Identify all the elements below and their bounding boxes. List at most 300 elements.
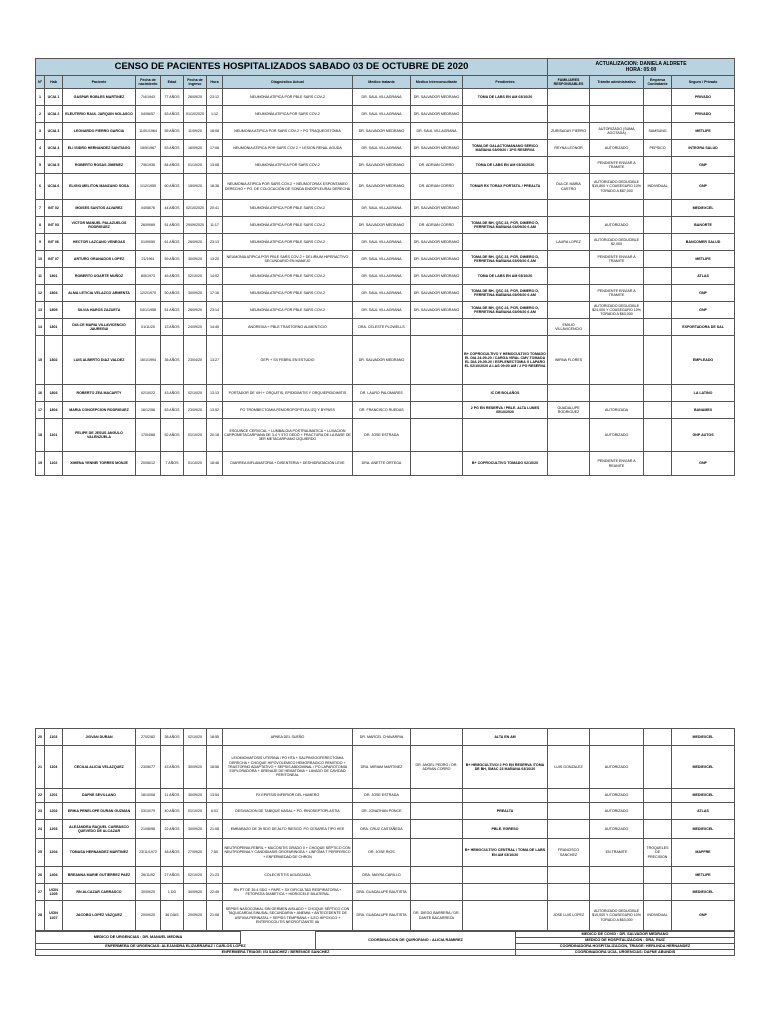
table-cell: 04/08/76: [136, 200, 161, 217]
table-cell: 3: [36, 123, 45, 140]
table-cell: SILVIA HAROS ZAZUETA: [63, 302, 136, 319]
table-cell: DR. JOSE ESTRADA: [353, 419, 411, 452]
table-cell: 17:08: [207, 140, 223, 157]
table-row: [36, 452, 735, 476]
table-cell: 84 AÑOS: [161, 157, 184, 174]
table-cell: 38 AÑOS: [161, 729, 184, 746]
table-cell: [590, 867, 644, 884]
table-cell: 60 AÑOS: [161, 174, 184, 200]
table-cell: IC DR BOLAÑOS: [463, 385, 548, 402]
table-cell: 23: [36, 803, 45, 820]
table-cell: [463, 123, 548, 140]
table-cell: 30/09/20: [184, 884, 207, 901]
table-cell: [590, 319, 644, 336]
table-cell: DRA. ANETTE ORTEGA: [353, 452, 411, 476]
census-table: [35, 58, 735, 476]
table-cell: 6:01: [207, 803, 223, 820]
table-cell: [463, 234, 548, 251]
table-cell: 30/09/20: [184, 746, 207, 789]
table-cell: 20:18: [207, 419, 223, 452]
table-cell: B+ HEMOCULTIVO CENTRAL / TOMA DE LABS EN AM 03/10/20: [463, 839, 548, 867]
table-cell: 30/09/20: [184, 789, 207, 803]
table-cell: TOMA DE GALACTOMANANO SERICO MAÑANA 03/09/20 / 1PG RESERVA: [463, 140, 548, 157]
table-cell: [590, 106, 644, 123]
table-cell: 01/09/59: [136, 234, 161, 251]
table-cell: 13:20: [207, 251, 223, 268]
table-cell: [411, 839, 463, 867]
table-cell: DAFNE SEVILLANO: [63, 789, 136, 803]
table-cell: [548, 157, 590, 174]
table-cell: DR. SAUL VILLAGRANA: [353, 268, 411, 285]
column-header: Diagnóstico Actual: [223, 76, 353, 89]
table-cell: 14:45: [207, 319, 223, 336]
table-cell: GASPAR ROBLES MARTINEZ: [63, 89, 136, 106]
table-cell: FX EPIFISIS INFERIOR DEL HUMERO: [223, 789, 353, 803]
table-cell: [548, 89, 590, 106]
table-cell: 20/09/20: [136, 901, 161, 931]
table-cell: [644, 419, 672, 452]
table-cell: 02/10/20: [184, 268, 207, 285]
table-row: [36, 251, 735, 268]
table-cell: NEUMONÍA ATIPICA POR PBLE SARS COV-2: [223, 285, 353, 302]
table-cell: UCIA 6: [45, 174, 63, 200]
table-cell: 20:41: [207, 200, 223, 217]
census-sheet-page-2: [35, 728, 734, 956]
table-cell: BREANNA MARIE GUTIERREZ PAEZ: [63, 867, 136, 884]
table-cell: UCIN 1207: [45, 901, 63, 931]
table-cell: 16/09/20: [184, 140, 207, 157]
table-cell: NEUMONIA ATIPICA POR SARS COV 2 + LESION RENAL AGUDA: [223, 140, 353, 157]
table-cell: 63 AÑOS: [161, 402, 184, 419]
column-header: FAMILIARES RESPONSABLES: [548, 76, 590, 89]
table-cell: [411, 319, 463, 336]
table-cell: GNP AUTOS: [672, 419, 735, 452]
table-cell: DR. SALVADOR MEDRANO: [353, 217, 411, 234]
table-cell: 12/2/1970: [136, 285, 161, 302]
table-row: [36, 123, 735, 140]
table-cell: 11:17: [207, 217, 223, 234]
table-cell: EXPORTADORA DE SAL: [672, 319, 735, 336]
table-cell: 02/10/20: [184, 729, 207, 746]
table-cell: 27: [36, 884, 45, 901]
table-cell: 12: [36, 285, 45, 302]
table-cell: 01/10/20: [184, 419, 207, 452]
table-row: [36, 285, 735, 302]
table-cell: 23:14: [207, 302, 223, 319]
table-cell: 15: [36, 336, 45, 385]
table-cell: PREALTA: [463, 803, 548, 820]
table-cell: 1805: [45, 302, 63, 319]
table-cell: 1804: [45, 402, 63, 419]
table-row: [36, 319, 735, 336]
table-cell: 01/10/2020: [184, 106, 207, 123]
table-cell: 20/09/20: [184, 901, 207, 931]
table-cell: 26/09/69: [136, 217, 161, 234]
table-cell: ATLAS: [672, 803, 735, 820]
table-cell: [548, 867, 590, 884]
table-cell: GNP: [672, 174, 735, 200]
table-cell: 23:12: [207, 89, 223, 106]
quirofano-coordinator: COORDINACION DE QUIROFANO : ALICIA RAMIREZ: [316, 932, 516, 950]
table-cell: DR. SALVADOR MEDRANO: [353, 157, 411, 174]
table-cell: 1 DD: [161, 884, 184, 901]
table-cell: [411, 820, 463, 839]
table-cell: INT 02: [45, 200, 63, 217]
table-cell: [411, 452, 463, 476]
table-cell: MOISES SANTOS ALVAREZ: [63, 200, 136, 217]
table-cell: [548, 268, 590, 285]
table-cell: ROBERTO ZEA MACARTY: [63, 385, 136, 402]
table-cell: DR. SAUL VILLAGRANA: [353, 200, 411, 217]
table-cell: 02/10/20: [184, 385, 207, 402]
table-cell: NEUMONIA ATIPICA POR SARS COV-2 + PO TRAQUEOSTOMIA: [223, 123, 353, 140]
table-cell: 17:16: [207, 285, 223, 302]
table-cell: DRA. MAYRA CARILLO: [353, 867, 411, 884]
table-cell: [590, 385, 644, 402]
table-cell: [590, 268, 644, 285]
table-cell: 27 AÑOS: [161, 867, 184, 884]
table-cell: MEDIEXCEL: [672, 729, 735, 746]
table-cell: ELEUTERIO RAUL JARQUIN NOLASCO: [63, 106, 136, 123]
table-cell: [644, 402, 672, 419]
table-cell: B+ HEMOCULTIVO/ 2 PG EN RESERVA /TOMA DE BH, SMAC 23 MAÑANA 03/10/20: [463, 746, 548, 789]
table-cell: 18:56: [207, 746, 223, 789]
table-cell: 9: [36, 234, 45, 251]
table-cell: B+ COPROCULTIVO TOMADO 02/10/20: [463, 452, 548, 476]
column-header: Fecha de ingreso: [184, 76, 207, 89]
table-cell: ROBERTO UGARTE MUÑOZ: [63, 268, 136, 285]
update-author: ACTUALIZACION: DANIELA ALDRETE: [595, 61, 687, 67]
table-cell: 16/1/1994: [136, 336, 161, 385]
table-cell: 1404: [45, 867, 63, 884]
table-cell: [411, 803, 463, 820]
table-cell: 36 AÑOS: [161, 336, 184, 385]
table-cell: PENDIENTE ENVIAR A REANITE: [590, 452, 644, 476]
table-cell: 18:55: [207, 729, 223, 746]
table-cell: TOMA DE LABS EN AM 03/10/20: [463, 268, 548, 285]
table-cell: 23/06/77: [136, 746, 161, 789]
table-cell: DR. SAUL VILLAGRANA: [353, 89, 411, 106]
table-cell: 21:08: [207, 901, 223, 931]
table-cell: 8/5/1973: [136, 268, 161, 285]
table-cell: DR. SAUL VILLAGRANA: [353, 251, 411, 268]
table-cell: SAMSUNG: [644, 123, 672, 140]
table-cell: UCIA 3: [45, 123, 63, 140]
table-cell: FRANCISCO SANCHEZ: [548, 839, 590, 867]
urgencias-doctor: MEDICO DE URGENCIAS : DR. MANUEL MEDINA: [36, 932, 241, 944]
table-cell: 40 AÑOS: [161, 803, 184, 820]
table-cell: LA LATINO: [672, 385, 735, 402]
table-cell: DR. MARCEL CHAVARRIA: [353, 729, 411, 746]
table-cell: 7 AÑOS: [161, 452, 184, 476]
table-cell: ZURISADAY FIERRO: [548, 123, 590, 140]
table-cell: 43 AÑOS: [161, 385, 184, 402]
table-cell: [644, 89, 672, 106]
table-cell: AUTORIZADO DEDUCIBLE $15,800 Y COASEGURO 10% TORADO A $87,000: [590, 174, 644, 200]
column-header: Seguro / Privado: [672, 76, 735, 89]
table-cell: DR. SAUL VILLAGRANA: [353, 140, 411, 157]
table-cell: 1801: [45, 319, 63, 336]
table-cell: [644, 268, 672, 285]
table-cell: TOMA DE LABS EN AM 03/10/2020: [463, 157, 548, 174]
table-cell: GNP: [672, 302, 735, 319]
table-cell: [644, 789, 672, 803]
table-cell: MEDIEXCEL: [672, 200, 735, 217]
table-cell: NEUMONÍA ATIPICA POR SARS COV-2: [223, 106, 353, 123]
table-cell: GEPI + SX FEBRIL EN ESTUDIO: [223, 336, 353, 385]
table-cell: RN ALCAZAR CARRASCO: [63, 884, 136, 901]
table-cell: [463, 789, 548, 803]
table-cell: PENDIENTE ENVIAR A TRAMITE: [590, 285, 644, 302]
table-cell: [644, 803, 672, 820]
table-cell: 13:13: [207, 385, 223, 402]
table-cell: [644, 157, 672, 174]
table-cell: DR. SALVADOR MEDRANO: [411, 285, 463, 302]
table-cell: [644, 452, 672, 476]
table-cell: COLECISTITIS AGUDIZADA: [223, 867, 353, 884]
table-cell: DRA. CELESTE PLOWELLS: [353, 319, 411, 336]
table-cell: JOSE LUIS LOPEZ: [548, 901, 590, 931]
table-cell: 2: [36, 106, 45, 123]
table-cell: AUTORIZADO DEDUCIBLE $2,000: [590, 234, 644, 251]
table-cell: [548, 419, 590, 452]
table-cell: METLIFE: [672, 251, 735, 268]
table-cell: INT 07: [45, 251, 63, 268]
table-row: [36, 789, 735, 803]
table-cell: 44 AÑOS: [161, 200, 184, 217]
table-cell: [644, 884, 672, 901]
table-cell: INT 03: [45, 217, 63, 234]
table-cell: 1:12: [207, 106, 223, 123]
table-cell: 10: [36, 251, 45, 268]
table-cell: 14:02: [207, 268, 223, 285]
table-cell: UCIA 2: [45, 106, 63, 123]
table-cell: 30/09/20: [136, 884, 161, 901]
table-cell: MEDIEXCEL: [672, 746, 735, 789]
table-cell: DR. SALVADOR MEDRANO: [353, 336, 411, 385]
table-cell: INDIVIDUAL: [644, 174, 672, 200]
table-cell: DIARREA INFLAMATORIA + DISENTERIA + DESHIDRATACION LEVE: [223, 452, 353, 476]
table-cell: DR. SALVADOR MEDRANO: [411, 268, 463, 285]
table-row: [36, 419, 735, 452]
table-cell: AUTORIZADO: [590, 746, 644, 789]
table-cell: 1203: [45, 820, 63, 839]
table-cell: 1102: [45, 452, 63, 476]
table-cell: FELIPE DE JESUS ANGULO VALENZUELA: [63, 419, 136, 452]
table-row: [36, 174, 735, 200]
table-cell: INDIVIDUAL: [644, 901, 672, 931]
table-cell: TROQUELES DE PRECISION: [644, 839, 672, 867]
table-cell: [590, 884, 644, 901]
column-header: Medico Interconsultante: [411, 76, 463, 89]
table-cell: ESGUINCE CERVICAL + LUMBALGIA POSTRAUMATICA + LUXACION CARPOMETACARPIANA DE 3-4 Y 5TO DEDO + FRACTURA DE LA BASE DE 3ER METACARPIANO IZQUIERDO: [223, 419, 353, 452]
table-cell: 26: [36, 867, 45, 884]
table-cell: [411, 385, 463, 402]
table-cell: [644, 302, 672, 319]
table-cell: 04/1/1958: [136, 302, 161, 319]
table-cell: [548, 251, 590, 268]
table-cell: [463, 106, 548, 123]
table-cell: 02/10/22: [136, 385, 161, 402]
table-cell: 17/04/68: [136, 419, 161, 452]
table-cell: GNP: [672, 157, 735, 174]
table-cell: 1803: [45, 385, 63, 402]
table-cell: EMBARAZO DE 39 SDG DE ALTO RIESGO. PO CESAREA TIPO KEE: [223, 820, 353, 839]
table-row: [36, 140, 735, 157]
table-cell: SEPSIS NASOCOMIAL SIN GERMEN AISLADO + CHOQUE SÉPTICO CON TAQUICARDIA SINUSAL SECUNDARIA + ANEMIA + ANTECEDENTE DE ASFIXIA PERINATAL + SEPSIS TEMPRANA + ILEO HIPOXICO + ENTEROCOLITIS NECROTIZANTE IIA: [223, 901, 353, 931]
table-cell: ROBERTO ROSAS JIMENEZ: [63, 157, 136, 174]
table-cell: DR. SALVADOR MEDRANO: [411, 302, 463, 319]
census-sheet-page-1: [35, 58, 734, 476]
table-cell: GNP: [672, 452, 735, 476]
table-cell: 7:50: [207, 839, 223, 867]
table-cell: 25: [36, 839, 45, 867]
urgencias-nurses: ENFERMERA DE URGENCIAS: ALEJANDRA ELIZARRARAZ / CARLOS LOPEZ: [36, 944, 316, 950]
table-cell: [548, 789, 590, 803]
table-cell: ATLAS: [672, 268, 735, 285]
table-cell: TOMA DE BH, QSC 23, PCR, DIMERO D, FERRETINA MAÑANA 03/09/20 6 AM: [463, 285, 548, 302]
table-cell: DR. SAUL VILLAGRANA: [353, 285, 411, 302]
table-cell: 28: [36, 901, 45, 931]
table-cell: VICTOR MANUEL PALAZUELOS RODRIGUEZ: [63, 217, 136, 234]
table-cell: 7/4/1943: [136, 89, 161, 106]
table-cell: 48 AÑOS: [161, 839, 184, 867]
table-cell: 13:54: [207, 789, 223, 803]
table-cell: MEDIEXCEL: [672, 820, 735, 839]
table-cell: 13 AÑOS: [161, 319, 184, 336]
table-row: [36, 746, 735, 789]
table-row: [36, 884, 735, 901]
table-cell: [463, 901, 548, 931]
table-cell: GNP: [672, 901, 735, 931]
column-header: Hab: [45, 76, 63, 89]
table-cell: 27/09/20: [184, 839, 207, 867]
table-cell: DR. ADRIAN CORRO: [411, 174, 463, 200]
table-cell: 43 AÑOS: [161, 746, 184, 789]
table-cell: 61 AÑOS: [161, 234, 184, 251]
table-cell: [644, 319, 672, 336]
table-row: [36, 268, 735, 285]
table-cell: 27/02/82: [136, 729, 161, 746]
table-cell: 1101: [45, 419, 63, 452]
table-cell: [644, 867, 672, 884]
table-cell: 1202: [45, 803, 63, 820]
table-cell: PRIVADO: [672, 89, 735, 106]
table-row: [36, 385, 735, 402]
table-cell: 01/10/20: [184, 157, 207, 174]
table-cell: [644, 336, 672, 385]
table-cell: NEUMONÍA ATIPICA POR SARS COV-2: [223, 157, 353, 174]
table-cell: LEONARDO FIERRO GARCIA: [63, 123, 136, 140]
table-cell: AUTORIZADO: [590, 217, 644, 234]
table-cell: DR. SAUL VILLAGRANA: [353, 106, 411, 123]
table-cell: 02/10/2020: [184, 200, 207, 217]
table-cell: [548, 302, 590, 319]
table-cell: 26/09/20: [184, 234, 207, 251]
table-cell: [590, 336, 644, 385]
table-cell: JACOBO LOPEZ VAZQUEZ: [63, 901, 136, 931]
table-cell: 24/09/20: [184, 319, 207, 336]
table-cell: 30/09/20: [184, 251, 207, 268]
table-cell: 4: [36, 140, 45, 157]
table-cell: NEUMONÍA ATIPICA POR PBLE SARS COV-2: [223, 268, 353, 285]
table-cell: 20/06/12: [136, 452, 161, 476]
table-cell: DR. ADRIAN CORRO: [411, 217, 463, 234]
hospitalizacion-coordinator: COORDINADORA HOSPITALIZACION, TRIAGE: HERLINDA HERNANDEZ: [516, 944, 735, 950]
table-cell: [463, 867, 548, 884]
table-cell: [644, 217, 672, 234]
table-cell: 7: [36, 200, 45, 217]
column-header: Paciente: [63, 76, 136, 89]
table-cell: NEUMONÍA ATIPICA POR PBLE SARS COV-2: [223, 200, 353, 217]
table-cell: EMPLEADO: [672, 336, 735, 385]
table-cell: DULCE MARIA CASTRO: [548, 174, 590, 200]
table-cell: 45 AÑOS: [161, 268, 184, 285]
table-cell: TOMA DE BH, QSC 23, PCR, DIMERO D, FERRETINA MAÑANA 03/09/20 6 AM: [463, 302, 548, 319]
table-cell: 63 AÑOS: [161, 106, 184, 123]
table-cell: PENDIENTE ENVIAR A TRAMITE: [590, 157, 644, 174]
table-cell: 53 AÑOS: [161, 140, 184, 157]
table-cell: 18:46: [207, 452, 223, 476]
table-cell: 11/09/20: [184, 123, 207, 140]
column-header: Edad: [161, 76, 184, 89]
table-cell: METLIFE: [672, 123, 735, 140]
table-cell: ALEJANDRA RAQUEL CARRASCO QUEVEDO DE ALCAZAR: [63, 820, 136, 839]
table-cell: 19: [36, 452, 45, 476]
table-row: [36, 901, 735, 931]
table-cell: [644, 385, 672, 402]
table-cell: DR. FRANCISCO RUEDAS: [353, 402, 411, 419]
table-cell: 11 AÑOS: [161, 789, 184, 803]
table-cell: [548, 106, 590, 123]
table-cell: 18:36: [207, 174, 223, 200]
table-cell: NEUMONÍA ATIPICA POR PBLE SARS COV-2: [223, 302, 353, 319]
table-cell: 1103: [45, 729, 63, 746]
table-cell: LUIS ALBERTO DIAZ VALDEZ: [63, 336, 136, 385]
table-cell: 29/09/2020: [184, 217, 207, 234]
table-cell: 21/1961: [136, 251, 161, 268]
table-cell: 1104: [45, 746, 63, 789]
table-cell: [644, 234, 672, 251]
table-cell: DR. DIEGO BARRERA / DR. DANTE BACARREZA: [411, 901, 463, 931]
table-cell: NEUMONÍA ATIPICA POR PBLE SARS COV-2: [223, 217, 353, 234]
staff-footer: [35, 931, 735, 956]
table-row: [36, 157, 735, 174]
table-cell: 8: [36, 217, 45, 234]
table-cell: DRA. MIRIAM MARTINEZ: [353, 746, 411, 789]
table-cell: 13: [36, 302, 45, 319]
table-cell: TOMA DE LABS EN AM 03/10/20: [463, 89, 548, 106]
update-time: HORA: 05:00: [625, 67, 657, 73]
table-cell: 21:08: [207, 820, 223, 839]
table-cell: UCIA 1: [45, 89, 63, 106]
table-cell: JIOVAN DURAN: [63, 729, 136, 746]
table-cell: DR. SALVADOR MEDRANO: [411, 89, 463, 106]
table-cell: 30/09/20: [184, 285, 207, 302]
table-cell: 18: [36, 419, 45, 452]
table-cell: [463, 419, 548, 452]
table-cell: CECILIA ALICIA VELAZQUEZ: [63, 746, 136, 789]
table-cell: BANORTE: [672, 217, 735, 234]
table-cell: MAPFRE: [672, 839, 735, 867]
column-header: Nº: [36, 76, 45, 89]
header-row: [36, 76, 735, 89]
table-cell: [644, 746, 672, 789]
table-cell: 21/06/98: [136, 820, 161, 839]
table-cell: [590, 729, 644, 746]
table-cell: XIMENA YENNEI TORRES MONJE: [63, 452, 136, 476]
table-cell: 1801: [45, 268, 63, 285]
